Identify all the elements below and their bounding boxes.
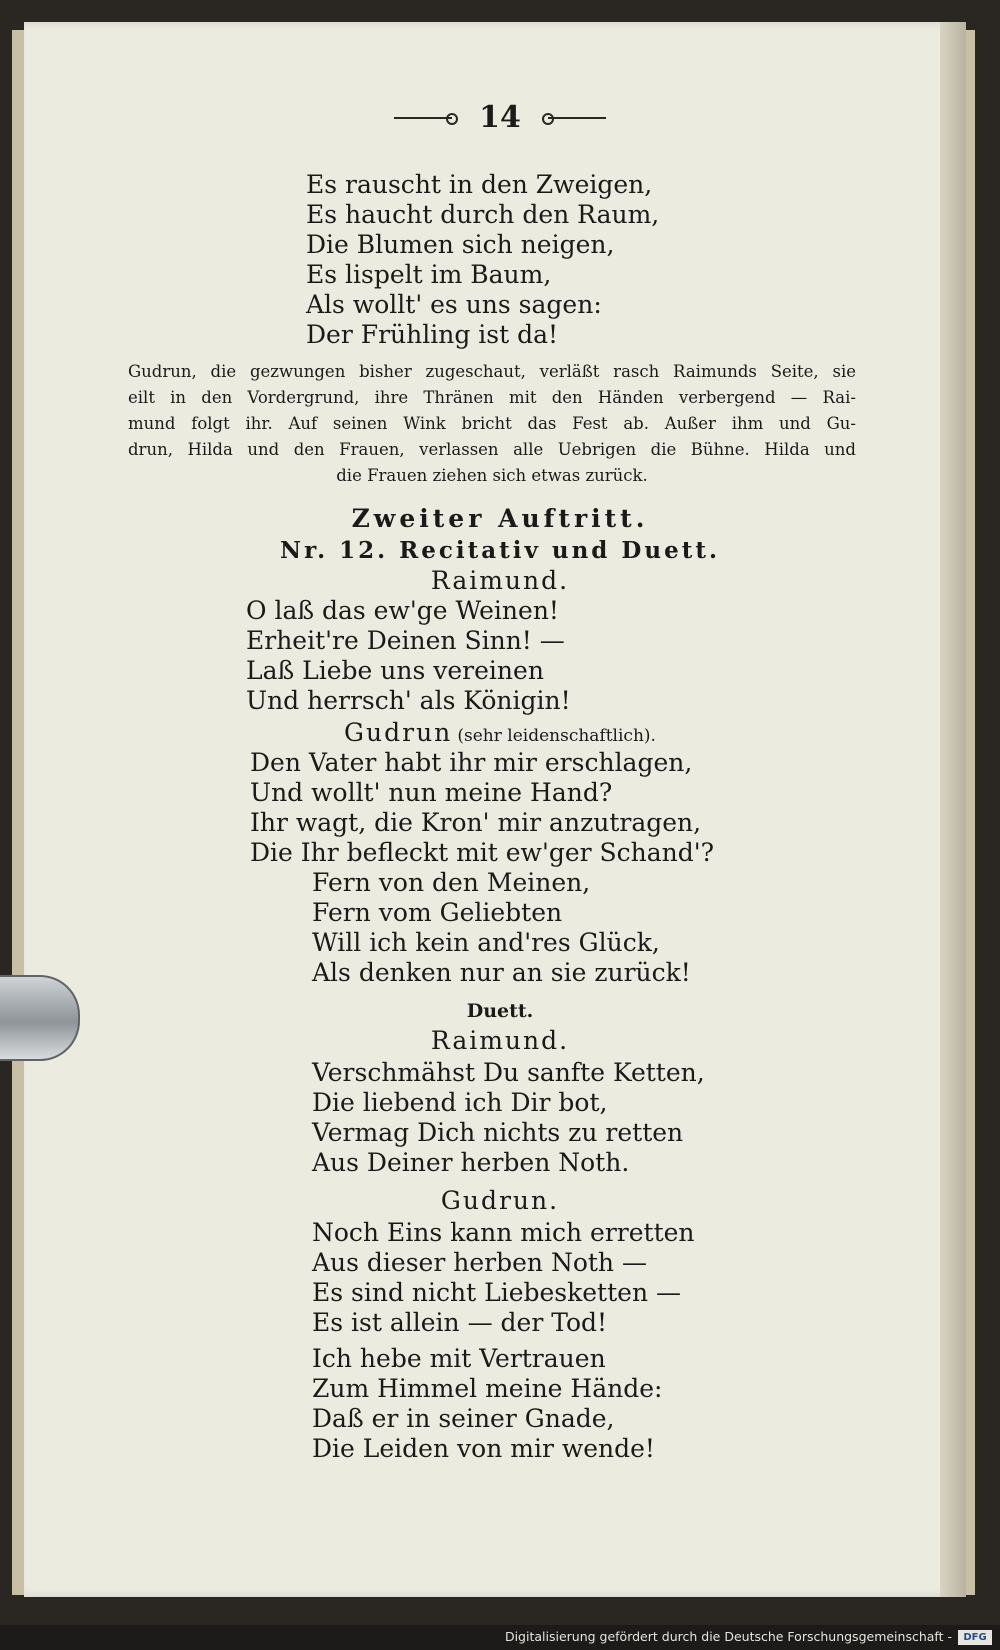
song-line: Es lispelt im Baum,	[306, 260, 552, 289]
funding-credit: Digitalisierung gefördert durch die Deutsche Forschungsgemeinschaft -	[504, 1629, 952, 1644]
verse-line: Will ich kein and'res Glück,	[312, 928, 660, 957]
verse-line: Die Ihr befleckt mit ew'ger Schand'?	[250, 838, 715, 867]
verse-line: Vermag Dich nichts zu retten	[312, 1118, 684, 1147]
verse-line: Erheit're Deinen Sinn! —	[246, 626, 565, 655]
verse-line: O laß das ew'ge Weinen!	[246, 596, 559, 625]
speaker-gudrun: Gudrun.	[440, 1186, 560, 1215]
number-heading: Nr. 12. Recitativ und Duett.	[280, 537, 720, 564]
page-edge-shadow	[940, 22, 966, 1597]
song-line: Als wollt' es uns sagen:	[306, 290, 602, 319]
verse-line: Als denken nur an sie zurück!	[312, 958, 691, 987]
speaker-gudrun-line	[0, 718, 1000, 747]
verse-line: Ich hebe mit Vertrauen	[312, 1344, 606, 1373]
stage-direction-line: die Frauen ziehen sich etwas zurück.	[336, 466, 648, 485]
footer-bar	[0, 1625, 1000, 1650]
scene-heading: Zweiter Auftritt.	[351, 504, 649, 533]
song-line: Der Frühling ist da!	[306, 320, 559, 349]
left-ornament-icon	[394, 117, 452, 119]
verse-line: Den Vater habt ihr mir erschlagen,	[250, 748, 693, 777]
verse-line: Daß er in seiner Gnade,	[312, 1404, 615, 1433]
speaker-raimund: Raimund.	[430, 566, 570, 595]
verse-line: Es ist allein — der Tod!	[312, 1308, 608, 1337]
verse-line: Aus dieser herben Noth —	[312, 1248, 647, 1277]
stage-direction-line: drun, Hilda und den Frauen, verlassen alle Uebrigen die Bühne. Hilda und	[128, 440, 856, 459]
verse-line: Und herrsch' als Königin!	[246, 686, 571, 715]
song-line: Die Blumen sich neigen,	[306, 230, 615, 259]
verse-line: Noch Eins kann mich erretten	[312, 1218, 695, 1247]
stage-direction-line: mund folgt ihr. Auf seinen Wink bricht das Fest ab. Außer ihm und Gu-	[128, 414, 856, 433]
song-line: Es rauscht in den Zweigen,	[306, 170, 653, 199]
verse-line: Fern von den Meinen,	[312, 868, 591, 897]
verse-line: Und wollt' nun meine Hand?	[250, 778, 613, 807]
right-ornament-icon	[548, 117, 606, 119]
verse-line: Die liebend ich Dir bot,	[312, 1088, 608, 1117]
verse-line: Laß Liebe uns vereinen	[246, 656, 544, 685]
verse-line: Zum Himmel meine Hände:	[312, 1374, 663, 1403]
verse-line: Fern vom Geliebten	[312, 898, 563, 927]
speaker-raimund: Raimund.	[430, 1026, 570, 1055]
dfg-logo: DFG	[958, 1630, 992, 1645]
stage-direction-line: eilt in den Vordergrund, ihre Thränen mit den Händen verbergend — Rai-	[128, 388, 856, 407]
page-header	[0, 100, 1000, 135]
verse-line: Verschmähst Du sanfte Ketten,	[312, 1058, 705, 1087]
verse-line: Ihr wagt, die Kron' mir anzutragen,	[250, 808, 702, 837]
verse-line: Aus Deiner herben Noth.	[312, 1148, 630, 1177]
speaker-direction: (sehr leidenschaftlich).	[457, 726, 656, 746]
duett-heading: Duett.	[466, 1000, 534, 1022]
song-line: Es haucht durch den Raum,	[306, 200, 660, 229]
verse-line: Es sind nicht Liebesketten —	[312, 1278, 681, 1307]
verse-line: Die Leiden von mir wende!	[312, 1434, 655, 1463]
stage-direction-line: Gudrun, die gezwungen bisher zugeschaut, verläßt rasch Raimunds Seite, sie	[128, 362, 856, 381]
page-number: 14	[479, 100, 521, 135]
speaker-gudrun: Gudrun	[344, 718, 453, 747]
